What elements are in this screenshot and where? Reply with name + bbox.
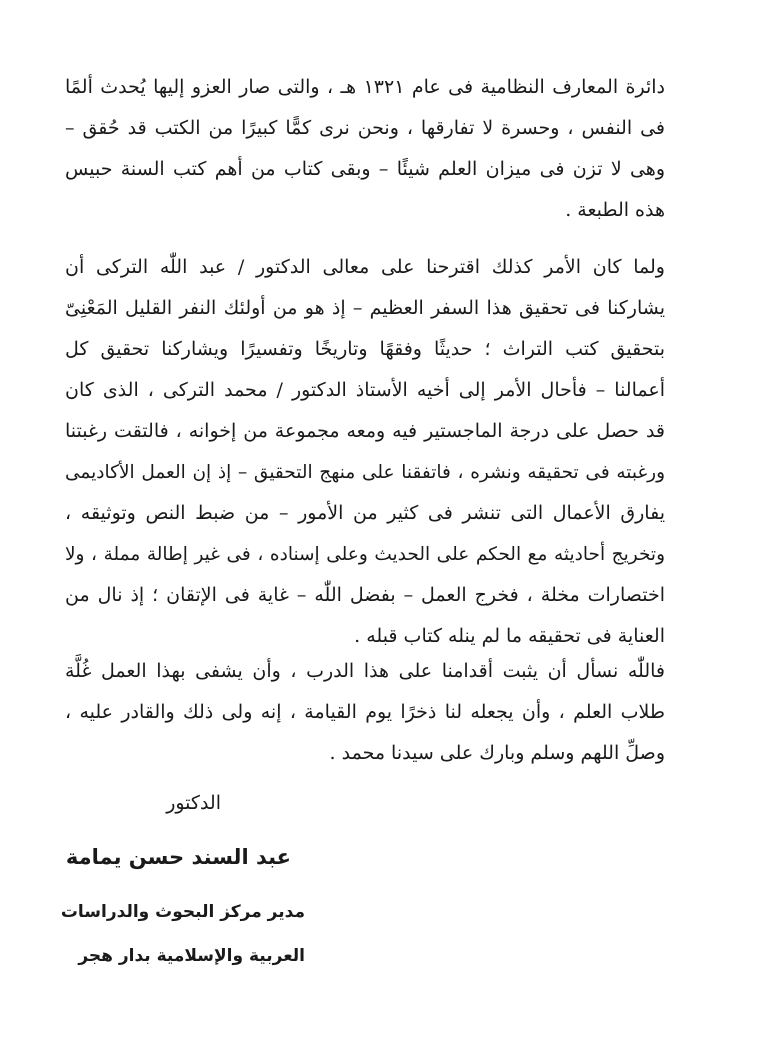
- signature-title: الدكتور: [166, 792, 221, 814]
- text-line: اختصارات مخلة ، فخرج العمل – بفضل اللّٰه – غاية فى الإتقان ؛ إذ نال من: [65, 584, 665, 606]
- text-line: فاللّٰه نسأل أن يثبت أقدامنا على هذا الدرب ، وأن يشفى بهذا العمل غُلَّة: [65, 660, 665, 682]
- paragraph-2: [65, 247, 665, 657]
- text-line: وتخريج أحاديثه مع الحكم على الحديث وعلى إسناده ، فى غير إطالة مملة ، ولا: [65, 544, 665, 565]
- text-line: ولما كان الأمر كذلك اقترحنا على معالى الدكتور / عبد اللّٰه التركى أن: [65, 256, 665, 278]
- text-line: وهى لا تزن فى ميزان العلم شيئًا – وبقى كتاب من أهم كتب السنة حبيس: [65, 158, 665, 180]
- text-line: يفارق الأعمال التى تنشر فى كثير من الأمور – من ضبط النص وتوثيقه ،: [65, 502, 665, 524]
- text-line: بتحقيق كتب التراث ؛ حديثًا وفقهًا وتاريخًا وتفسيرًا ويشاركنا تحقيق كل: [65, 338, 665, 360]
- text-line: وصلِّ اللهم وسلم وبارك على سيدنا محمد .: [329, 742, 665, 764]
- text-line: ورغبته فى تحقيقه ونشره ، فاتفقنا على منهج التحقيق – إذ إن العمل الأكاديمى: [65, 462, 665, 483]
- text-line: هذه الطبعة .: [565, 199, 665, 221]
- text-line: العناية فى تحقيقه ما لم ينله كتاب قبله .: [354, 625, 665, 647]
- text-line: قد حصل على درجة الماجستير فيه ومعه مجموعة من إخوانه ، فالتقت رغبتنا: [65, 420, 665, 442]
- text-line: طلاب العلم ، وأن يجعله لنا ذخرًا يوم القيامة ، إنه ولى ذلك والقادر عليه ،: [65, 701, 665, 723]
- text-line: أعمالنا – فأحال الأمر إلى أخيه الأستاذ الدكتور / محمد التركى ، الذى كان: [65, 379, 665, 401]
- text-line: فى النفس ، وحسرة لا تفارقها ، ونحن نرى كمًّا كبيرًا من الكتب قد حُقق –: [65, 117, 665, 139]
- signature-name: عبد السند حسن يمامة: [65, 845, 291, 869]
- paragraph-3: [65, 651, 665, 774]
- signature-role-line-2: العربية والإسلامية بدار هجر: [78, 946, 305, 966]
- text-line: يشاركنا فى تحقيق هذا السفر العظيم – إذ هو من أولئك النفر القليل المَعْنِىّ: [65, 297, 665, 319]
- signature-role-line-1: مدير مركز البحوث والدراسات: [60, 902, 305, 922]
- paragraph-1: [65, 67, 665, 231]
- text-line: دائرة المعارف النظامية فى عام ١٣٢١ هـ ، والتى صار العزو إليها يُحدث ألمًا: [65, 76, 665, 98]
